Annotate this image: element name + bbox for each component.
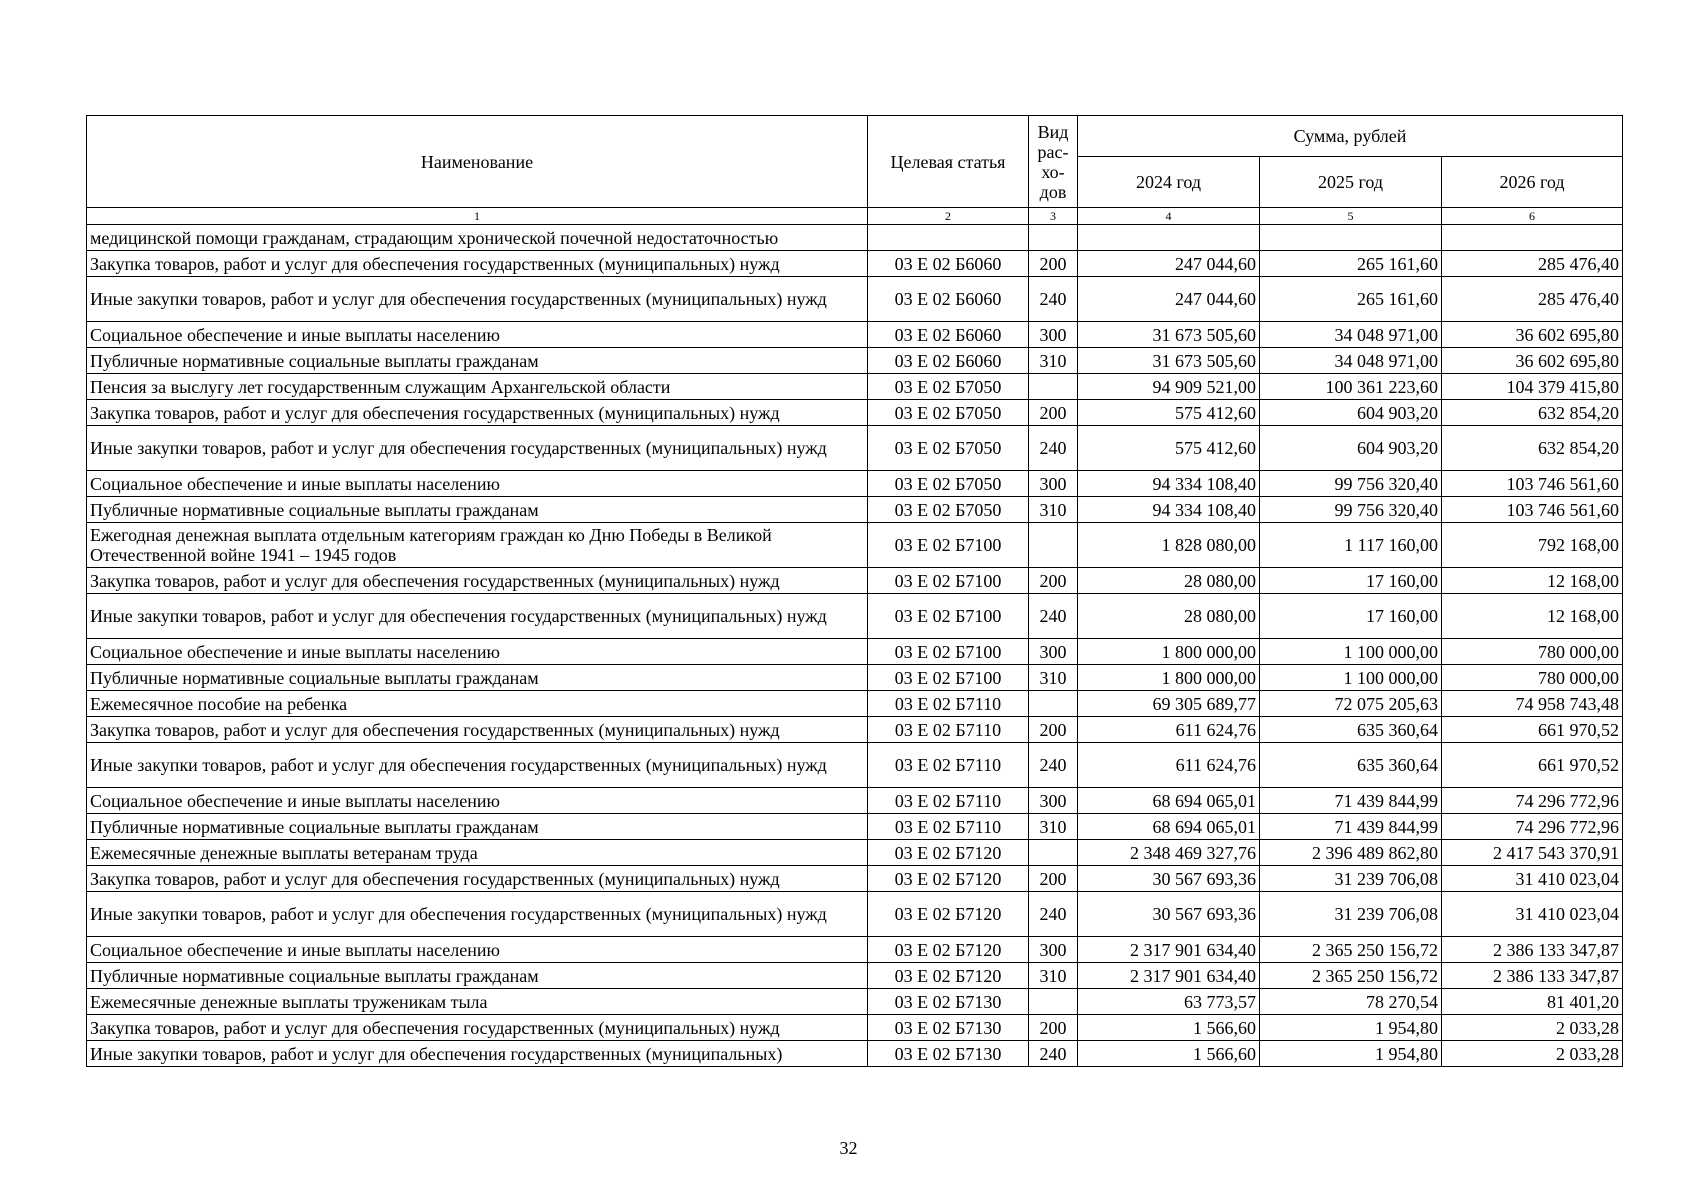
row-expense-kind: 200 (1029, 866, 1078, 892)
row-amount-2025: 635 360,64 (1260, 743, 1442, 788)
row-amount-2024: 2 317 901 634,40 (1078, 937, 1260, 963)
row-amount-2025: 99 756 320,40 (1260, 471, 1442, 497)
row-expense-kind: 240 (1029, 594, 1078, 639)
table-row (87, 691, 1623, 717)
row-amount-2025: 2 396 489 862,80 (1260, 840, 1442, 866)
header-year-2024: 2024 год (1078, 157, 1260, 208)
table-row (87, 1041, 1623, 1067)
row-name: Пенсия за выслугу лет государственным служащим Архангельской области (87, 374, 868, 400)
row-expense-kind: 200 (1029, 717, 1078, 743)
row-expense-kind (1029, 523, 1078, 568)
row-target-article: 03 Е 02 Б7130 (868, 989, 1029, 1015)
row-amount-2025: 2 365 250 156,72 (1260, 963, 1442, 989)
table-row (87, 523, 1623, 568)
row-target-article: 03 Е 02 Б7100 (868, 594, 1029, 639)
table-row (87, 225, 1623, 251)
row-amount-2025: 99 756 320,40 (1260, 497, 1442, 523)
row-target-article: 03 Е 02 Б7110 (868, 717, 1029, 743)
column-number: 3 (1029, 208, 1078, 225)
column-number: 4 (1078, 208, 1260, 225)
table-row (87, 251, 1623, 277)
row-amount-2025: 34 048 971,00 (1260, 348, 1442, 374)
row-target-article: 03 Е 02 Б7110 (868, 743, 1029, 788)
table-body (87, 225, 1623, 1067)
row-amount-2026: 74 296 772,96 (1442, 788, 1623, 814)
header-target-article: Целевая статья (868, 116, 1029, 208)
header-expense-kind-line: хо- (1041, 161, 1065, 182)
row-target-article: 03 Е 02 Б7130 (868, 1015, 1029, 1041)
row-amount-2024: 28 080,00 (1078, 594, 1260, 639)
row-expense-kind: 300 (1029, 937, 1078, 963)
column-number: 2 (868, 208, 1029, 225)
row-target-article: 03 Е 02 Б7110 (868, 788, 1029, 814)
row-amount-2025 (1260, 225, 1442, 251)
row-amount-2024 (1078, 225, 1260, 251)
row-name: Ежегодная денежная выплата отдельным категориям граждан ко Дню Победы в Великой Отечественной войне 1941 – 1945 годов (87, 523, 868, 568)
row-amount-2025: 604 903,20 (1260, 426, 1442, 471)
header-expense-kind-line: Вид (1037, 121, 1069, 142)
row-name: Закупка товаров, работ и услуг для обеспечения государственных (муниципальных) нужд (87, 251, 868, 277)
header-year-2026: 2026 год (1442, 157, 1623, 208)
row-amount-2025: 1 100 000,00 (1260, 639, 1442, 665)
row-target-article: 03 Е 02 Б7110 (868, 691, 1029, 717)
row-name: медицинской помощи гражданам, страдающим хронической почечной недостаточностью (87, 225, 868, 251)
row-amount-2026: 632 854,20 (1442, 400, 1623, 426)
row-name: Ежемесячные денежные выплаты труженикам тыла (87, 989, 868, 1015)
row-amount-2025: 1 100 000,00 (1260, 665, 1442, 691)
row-amount-2026: 104 379 415,80 (1442, 374, 1623, 400)
row-target-article: 03 Е 02 Б7100 (868, 568, 1029, 594)
table-row (87, 814, 1623, 840)
row-amount-2025: 78 270,54 (1260, 989, 1442, 1015)
row-target-article (868, 225, 1029, 251)
table-row (87, 717, 1623, 743)
row-amount-2024: 94 334 108,40 (1078, 471, 1260, 497)
budget-table (86, 115, 1623, 1067)
header-expense-kind (1029, 116, 1078, 208)
table-row (87, 866, 1623, 892)
row-name: Иные закупки товаров, работ и услуг для обеспечения государственных (муниципальных) нужд (87, 277, 868, 322)
row-amount-2025: 2 365 250 156,72 (1260, 937, 1442, 963)
row-name: Ежемесячные денежные выплаты ветеранам труда (87, 840, 868, 866)
table-row (87, 639, 1623, 665)
row-amount-2024: 247 044,60 (1078, 251, 1260, 277)
row-name: Публичные нормативные социальные выплаты гражданам (87, 497, 868, 523)
row-expense-kind (1029, 691, 1078, 717)
row-name: Публичные нормативные социальные выплаты гражданам (87, 963, 868, 989)
row-target-article: 03 Е 02 Б7100 (868, 639, 1029, 665)
row-amount-2026: 792 168,00 (1442, 523, 1623, 568)
row-amount-2026: 2 033,28 (1442, 1041, 1623, 1067)
row-name: Иные закупки товаров, работ и услуг для обеспечения государственных (муниципальных) нужд (87, 892, 868, 937)
row-amount-2025: 17 160,00 (1260, 568, 1442, 594)
row-target-article: 03 Е 02 Б7100 (868, 665, 1029, 691)
row-name: Иные закупки товаров, работ и услуг для обеспечения государственных (муниципальных) нужд (87, 426, 868, 471)
row-amount-2025: 1 117 160,00 (1260, 523, 1442, 568)
column-number-row (87, 208, 1623, 225)
row-amount-2024: 69 305 689,77 (1078, 691, 1260, 717)
table-row (87, 426, 1623, 471)
row-amount-2026: 2 033,28 (1442, 1015, 1623, 1041)
row-amount-2024: 611 624,76 (1078, 743, 1260, 788)
row-amount-2025: 72 075 205,63 (1260, 691, 1442, 717)
row-target-article: 03 Е 02 Б7110 (868, 814, 1029, 840)
row-expense-kind: 310 (1029, 963, 1078, 989)
row-amount-2026: 103 746 561,60 (1442, 471, 1623, 497)
table-row (87, 963, 1623, 989)
row-amount-2026: 103 746 561,60 (1442, 497, 1623, 523)
row-name: Социальное обеспечение и иные выплаты населению (87, 471, 868, 497)
row-amount-2026: 285 476,40 (1442, 277, 1623, 322)
row-name: Публичные нормативные социальные выплаты гражданам (87, 665, 868, 691)
table-row (87, 400, 1623, 426)
column-number: 1 (87, 208, 868, 225)
row-amount-2025: 31 239 706,08 (1260, 866, 1442, 892)
table-row (87, 989, 1623, 1015)
table-row (87, 594, 1623, 639)
row-amount-2024: 611 624,76 (1078, 717, 1260, 743)
row-amount-2024: 575 412,60 (1078, 426, 1260, 471)
header-year-2025: 2025 год (1260, 157, 1442, 208)
row-amount-2024: 28 080,00 (1078, 568, 1260, 594)
table-row (87, 348, 1623, 374)
row-target-article: 03 Е 02 Б6060 (868, 348, 1029, 374)
row-expense-kind: 240 (1029, 277, 1078, 322)
row-name: Закупка товаров, работ и услуг для обеспечения государственных (муниципальных) нужд (87, 568, 868, 594)
table-row (87, 322, 1623, 348)
row-expense-kind (1029, 374, 1078, 400)
row-target-article: 03 Е 02 Б6060 (868, 251, 1029, 277)
row-expense-kind: 310 (1029, 348, 1078, 374)
row-target-article: 03 Е 02 Б7130 (868, 1041, 1029, 1067)
row-expense-kind: 300 (1029, 639, 1078, 665)
row-name: Публичные нормативные социальные выплаты гражданам (87, 814, 868, 840)
table-row (87, 497, 1623, 523)
row-amount-2024: 575 412,60 (1078, 400, 1260, 426)
row-amount-2026: 780 000,00 (1442, 665, 1623, 691)
table-row (87, 937, 1623, 963)
table-row (87, 892, 1623, 937)
table-row (87, 840, 1623, 866)
table-row (87, 743, 1623, 788)
header-expense-kind-line: дов (1039, 181, 1067, 202)
row-amount-2026: 285 476,40 (1442, 251, 1623, 277)
row-expense-kind: 200 (1029, 400, 1078, 426)
row-amount-2024: 1 800 000,00 (1078, 639, 1260, 665)
row-expense-kind: 310 (1029, 814, 1078, 840)
row-target-article: 03 Е 02 Б7100 (868, 523, 1029, 568)
row-amount-2025: 71 439 844,99 (1260, 814, 1442, 840)
row-amount-2025: 1 954,80 (1260, 1041, 1442, 1067)
row-amount-2024: 30 567 693,36 (1078, 866, 1260, 892)
row-amount-2026: 36 602 695,80 (1442, 322, 1623, 348)
row-amount-2025: 34 048 971,00 (1260, 322, 1442, 348)
row-expense-kind: 240 (1029, 1041, 1078, 1067)
row-expense-kind: 200 (1029, 251, 1078, 277)
table-row (87, 374, 1623, 400)
row-expense-kind (1029, 225, 1078, 251)
row-amount-2024: 1 566,60 (1078, 1041, 1260, 1067)
row-amount-2025: 17 160,00 (1260, 594, 1442, 639)
row-amount-2026: 2 386 133 347,87 (1442, 937, 1623, 963)
row-expense-kind: 200 (1029, 568, 1078, 594)
row-name: Иные закупки товаров, работ и услуг для обеспечения государственных (муниципальных) нужд (87, 594, 868, 639)
row-name: Закупка товаров, работ и услуг для обеспечения государственных (муниципальных) нужд (87, 400, 868, 426)
row-amount-2026: 81 401,20 (1442, 989, 1623, 1015)
row-name: Социальное обеспечение и иные выплаты населению (87, 788, 868, 814)
row-amount-2024: 1 828 080,00 (1078, 523, 1260, 568)
column-number: 6 (1442, 208, 1623, 225)
row-amount-2024: 2 348 469 327,76 (1078, 840, 1260, 866)
table-header (87, 116, 1623, 225)
row-amount-2024: 2 317 901 634,40 (1078, 963, 1260, 989)
table-row (87, 1015, 1623, 1041)
row-amount-2025: 604 903,20 (1260, 400, 1442, 426)
row-amount-2026: 31 410 023,04 (1442, 892, 1623, 937)
row-amount-2026: 12 168,00 (1442, 594, 1623, 639)
row-expense-kind (1029, 840, 1078, 866)
row-name: Социальное обеспечение и иные выплаты населению (87, 639, 868, 665)
row-amount-2025: 100 361 223,60 (1260, 374, 1442, 400)
row-target-article: 03 Е 02 Б7050 (868, 426, 1029, 471)
row-amount-2025: 635 360,64 (1260, 717, 1442, 743)
row-expense-kind (1029, 989, 1078, 1015)
column-number: 5 (1260, 208, 1442, 225)
row-name: Иные закупки товаров, работ и услуг для обеспечения государственных (муниципальных) нужд (87, 743, 868, 788)
row-target-article: 03 Е 02 Б7120 (868, 840, 1029, 866)
row-expense-kind: 310 (1029, 665, 1078, 691)
table-row (87, 788, 1623, 814)
page-number: 32 (839, 1138, 858, 1158)
row-amount-2024: 68 694 065,01 (1078, 788, 1260, 814)
row-target-article: 03 Е 02 Б7120 (868, 963, 1029, 989)
row-amount-2026: 632 854,20 (1442, 426, 1623, 471)
table-row (87, 568, 1623, 594)
row-target-article: 03 Е 02 Б7120 (868, 866, 1029, 892)
row-amount-2026: 2 417 543 370,91 (1442, 840, 1623, 866)
row-name: Ежемесячное пособие на ребенка (87, 691, 868, 717)
row-target-article: 03 Е 02 Б7120 (868, 892, 1029, 937)
row-amount-2025: 31 239 706,08 (1260, 892, 1442, 937)
row-amount-2024: 30 567 693,36 (1078, 892, 1260, 937)
row-expense-kind: 310 (1029, 497, 1078, 523)
row-amount-2024: 247 044,60 (1078, 277, 1260, 322)
row-expense-kind: 300 (1029, 788, 1078, 814)
row-target-article: 03 Е 02 Б7050 (868, 374, 1029, 400)
row-amount-2024: 94 909 521,00 (1078, 374, 1260, 400)
row-amount-2026: 661 970,52 (1442, 743, 1623, 788)
row-amount-2024: 63 773,57 (1078, 989, 1260, 1015)
row-name: Социальное обеспечение и иные выплаты населению (87, 937, 868, 963)
row-amount-2026: 74 296 772,96 (1442, 814, 1623, 840)
row-amount-2024: 1 800 000,00 (1078, 665, 1260, 691)
table-row (87, 665, 1623, 691)
row-amount-2026: 661 970,52 (1442, 717, 1623, 743)
row-target-article: 03 Е 02 Б7050 (868, 471, 1029, 497)
row-amount-2026: 12 168,00 (1442, 568, 1623, 594)
row-amount-2024: 94 334 108,40 (1078, 497, 1260, 523)
row-amount-2024: 31 673 505,60 (1078, 322, 1260, 348)
row-amount-2026: 780 000,00 (1442, 639, 1623, 665)
header-sum: Сумма, рублей (1078, 116, 1623, 157)
row-name: Иные закупки товаров, работ и услуг для обеспечения государственных (муниципальных) (87, 1041, 868, 1067)
row-expense-kind: 300 (1029, 322, 1078, 348)
table-row (87, 277, 1623, 322)
row-target-article: 03 Е 02 Б6060 (868, 277, 1029, 322)
row-amount-2025: 1 954,80 (1260, 1015, 1442, 1041)
row-name: Закупка товаров, работ и услуг для обеспечения государственных (муниципальных) нужд (87, 717, 868, 743)
row-amount-2026: 31 410 023,04 (1442, 866, 1623, 892)
row-target-article: 03 Е 02 Б6060 (868, 322, 1029, 348)
row-target-article: 03 Е 02 Б7120 (868, 937, 1029, 963)
row-name: Закупка товаров, работ и услуг для обеспечения государственных (муниципальных) нужд (87, 866, 868, 892)
row-expense-kind: 240 (1029, 743, 1078, 788)
table-row (87, 471, 1623, 497)
row-name: Публичные нормативные социальные выплаты гражданам (87, 348, 868, 374)
row-amount-2026: 2 386 133 347,87 (1442, 963, 1623, 989)
row-expense-kind: 240 (1029, 892, 1078, 937)
row-amount-2026: 36 602 695,80 (1442, 348, 1623, 374)
header-expense-kind-line: рас- (1037, 141, 1069, 162)
row-target-article: 03 Е 02 Б7050 (868, 400, 1029, 426)
row-amount-2025: 265 161,60 (1260, 277, 1442, 322)
row-amount-2024: 31 673 505,60 (1078, 348, 1260, 374)
row-amount-2026 (1442, 225, 1623, 251)
row-amount-2025: 71 439 844,99 (1260, 788, 1442, 814)
row-expense-kind: 300 (1029, 471, 1078, 497)
row-target-article: 03 Е 02 Б7050 (868, 497, 1029, 523)
row-amount-2024: 1 566,60 (1078, 1015, 1260, 1041)
row-name: Закупка товаров, работ и услуг для обеспечения государственных (муниципальных) нужд (87, 1015, 868, 1041)
row-amount-2024: 68 694 065,01 (1078, 814, 1260, 840)
row-name: Социальное обеспечение и иные выплаты населению (87, 322, 868, 348)
row-expense-kind: 200 (1029, 1015, 1078, 1041)
row-amount-2026: 74 958 743,48 (1442, 691, 1623, 717)
row-expense-kind: 240 (1029, 426, 1078, 471)
header-name: Наименование (87, 116, 868, 208)
row-amount-2025: 265 161,60 (1260, 251, 1442, 277)
